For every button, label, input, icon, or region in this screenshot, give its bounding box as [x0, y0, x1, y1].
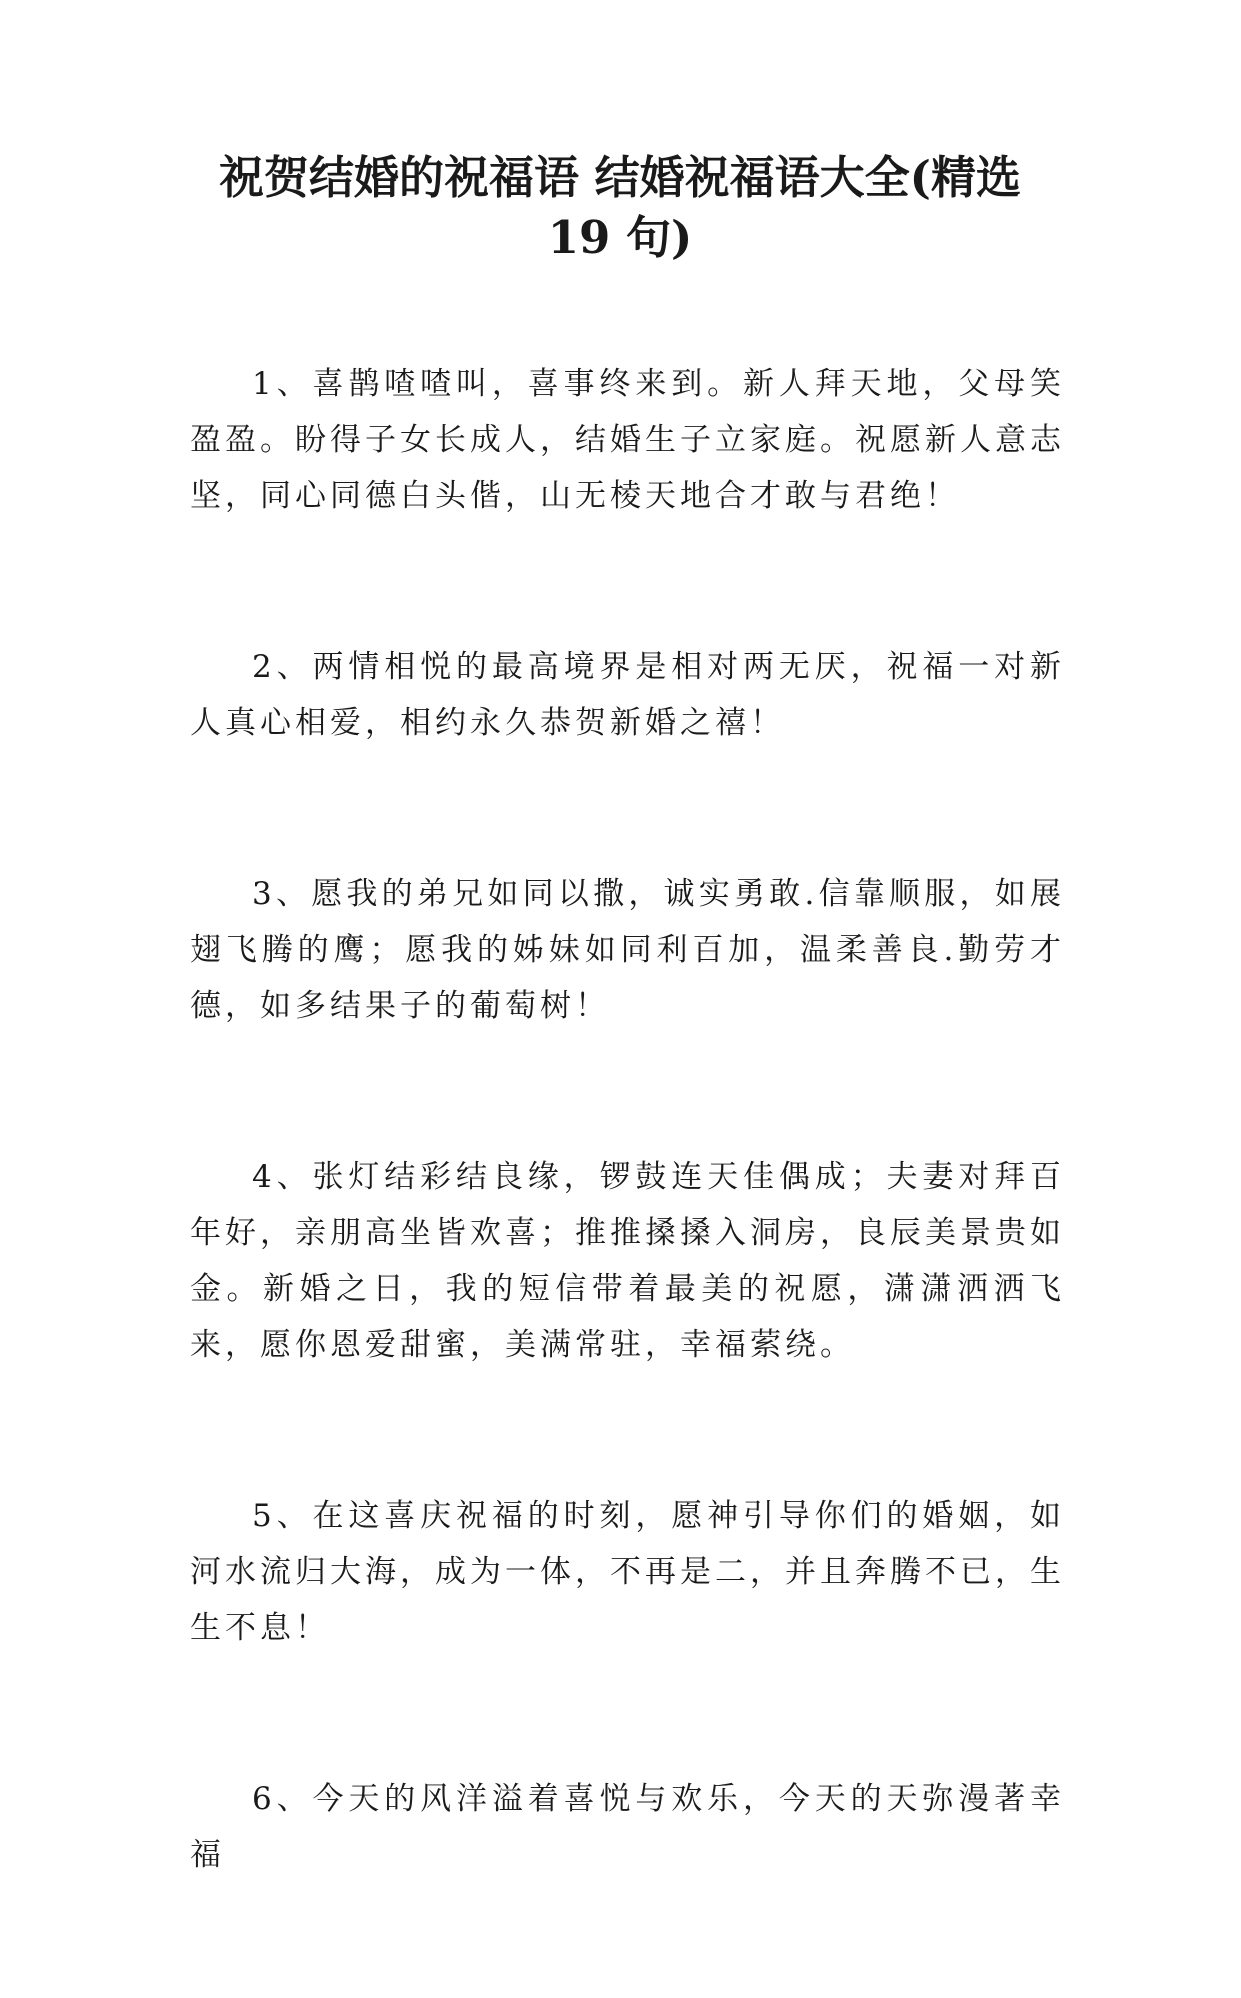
document-title — [170, 148, 1070, 268]
paragraph-4: 4、张灯结彩结良缘，锣鼓连天佳偶成；夫妻对拜百年好，亲朋高坐皆欢喜；推推搡搡入洞房，良辰美景贵如金。新婚之日，我的短信带着最美的祝愿，潇潇洒洒飞来，愿你恩爱甜蜜，美满常驻，幸福萦绕。 — [190, 1159, 1065, 1363]
paragraph-3: 3、愿我的弟兄如同以撒，诚实勇敢.信靠顺服，如展翅飞腾的鹰；愿我的姊妹如同利百加，温柔善良.勤劳才德，如多结果子的葡萄树！ — [190, 876, 1065, 1024]
title-line-2: 19 句) — [547, 211, 693, 264]
paragraph-1: 1、喜鹊喳喳叫，喜事终来到。新人拜天地，父母笑盈盈。盼得子女长成人，结婚生子立家庭。祝愿新人意志坚，同心同德白头偕，山无棱天地合才敢与君绝！ — [190, 366, 1065, 514]
document-body — [190, 356, 1065, 1998]
paragraph-6: 6、今天的风洋溢着喜悦与欢乐，今天的天弥漫著幸福 — [190, 1781, 1065, 1873]
paragraph-2: 2、两情相悦的最高境界是相对两无厌，祝福一对新人真心相爱，相约永久恭贺新婚之禧！ — [190, 649, 1065, 741]
paragraph-5: 5、在这喜庆祝福的时刻，愿神引导你们的婚姻，如河水流归大海，成为一体，不再是二，并且奔腾不已，生生不息！ — [190, 1498, 1065, 1646]
title-line-1: 祝贺结婚的祝福语 结婚祝福语大全(精选 — [219, 151, 1021, 204]
